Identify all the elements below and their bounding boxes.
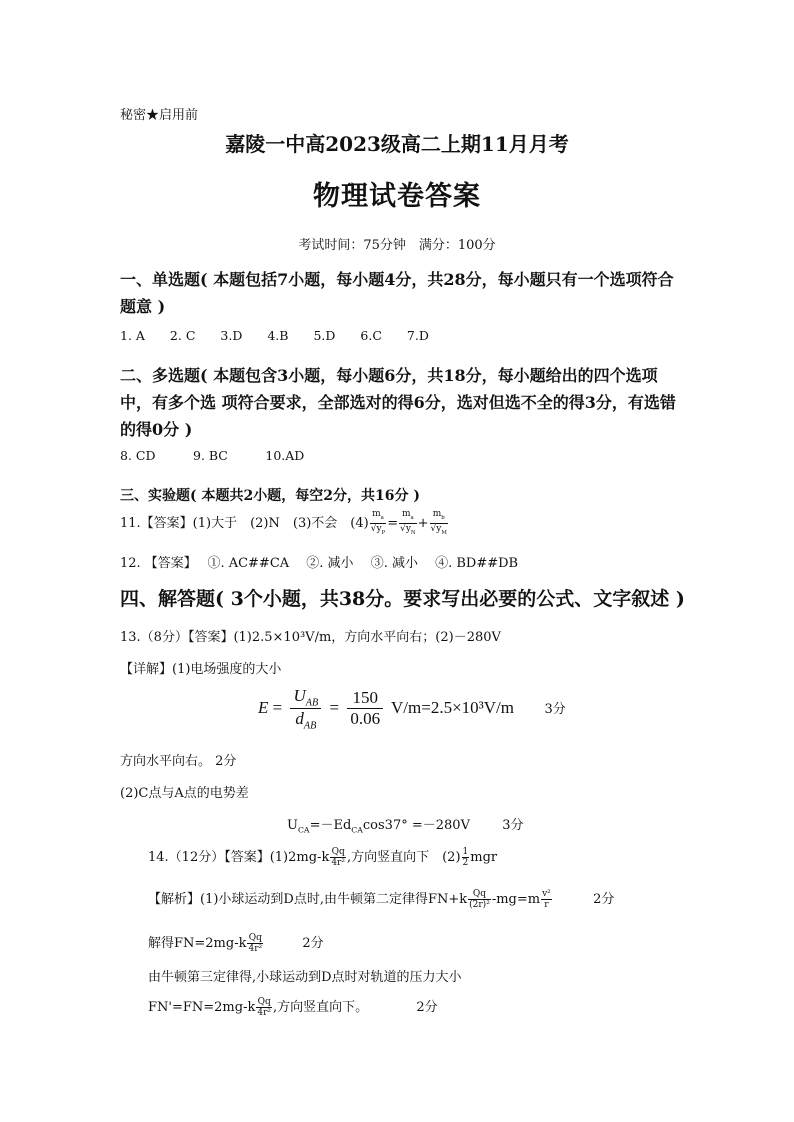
q11-text: 11.【答案】(1)大于 (2)N (3)不会 (4)	[120, 515, 369, 531]
q13-fraction-u-over-d: $U_{AB}$ $d_{AB}$	[290, 686, 321, 732]
q13-field-equation: E = $U_{AB}$ $d_{AB}$ = $\frac{150}{0.06}$ V/m=2.5×10³V/m 3分	[258, 686, 566, 732]
section2-heading: 二、多选题( 本题包含3小题，每小题6分，共18分，每小题给出的四个选项中，有多个选 项符合要求，全部选对的得6分，选对但选不全的得3分，有选错的得0分 )	[120, 366, 676, 439]
q14-third-law: 由牛顿第三定律得,小球运动到D点时对轨道的压力大小	[148, 970, 462, 985]
q12-answer: 12. 【答案】 ①. AC##CA ②. 减小 ③. 减小 ④. BD##DB	[120, 556, 519, 571]
q11-answer: 11.【答案】(1)大于 (2)N (3)不会 (4) $\frac{m_a}{√y_P}$ = $\frac{m_a}{√y_N}$ + $\frac{m_b}{√y_M}$	[120, 509, 447, 536]
section1-answers: 1. A 2. C 3.D 4.B 5.D 6.C 7.D	[120, 328, 429, 343]
exam-info: 考试时间：75分钟 满分：100分	[298, 238, 496, 253]
q14-answer-fraction: $\frac{Qq}{\text{4r²}}$	[331, 847, 345, 868]
q14-analysis: 【解析】(1)小球运动到D点时,由牛顿第二定律得FN+k $\frac{Qq}{\text{(2r)²}}$ -mg=m $\frac{\text{v²}}{r}$ 2分	[148, 889, 615, 910]
q11-fraction-2: $\frac{m_a}{√y_N}$	[400, 509, 416, 536]
q14-analysis-fraction-1: $\frac{Qq}{\text{(2r)²}}$	[469, 889, 490, 910]
q14-final: FN'=FN=2mg-k $\frac{Qq}{\text{4r²}}$ ,方向竖直向下。 2分	[148, 997, 438, 1018]
q11-fraction-1: $\frac{m_a}{√y_P}$	[370, 509, 386, 536]
section2-answers: 8. CD 9. BC 10.AD	[120, 448, 305, 463]
q11-fraction-3: $\frac{m_b}{√y_M}$	[430, 509, 447, 536]
q13-answer: 13.（8分）【答案】(1)2.5×10³V/m，方向水平向右；(2)－280V	[120, 630, 501, 645]
q13-part2-equation: $U_{CA}=-Ed_{CA}\cos 37^\circ =-280V$ 3分	[287, 818, 524, 835]
subject-title: 物理试卷答案	[313, 181, 481, 212]
q14-answer: 14.（12分）【答案】(1)2mg-k $\frac{Qq}{\text{4r²}}$ ,方向竖直向下 (2) $\frac{1}{2}$ mgr	[148, 847, 498, 868]
q14-analysis-fraction-2: $\frac{\text{v²}}{r}$	[542, 889, 551, 910]
q14-solve: 解得FN=2mg-k $\frac{Qq}{\text{4r²}}$ 2分	[148, 933, 324, 954]
q14-solve-fraction: $\frac{Qq}{\text{4r²}}$	[248, 933, 263, 954]
q13-part2-label: (2)C点与A点的电势差	[120, 786, 249, 801]
q14-half-fraction: $\frac{1}{2}$	[462, 847, 469, 868]
section3-heading: 三、实验题( 本题共2小题，每空2分，共16分 )	[120, 488, 420, 504]
section1-heading: 一、单选题( 本题包括7小题，每小题4分，共28分，每小题只有一个选项符合题意 )	[120, 270, 674, 316]
q14-final-fraction: $\frac{Qq}{\text{4r²}}$	[257, 997, 271, 1018]
q13-fraction-values: $\frac{150}{0.06}$	[347, 688, 383, 729]
q13-direction: 方向水平向右。 2分	[120, 754, 237, 769]
q13-detail-label: 【详解】(1)电场强度的大小	[120, 662, 282, 677]
exam-title: 嘉陵一中高2023级高二上期11月月考	[225, 132, 569, 156]
section4-heading: 四、解答题( 3个小题，共38分。要求写出必要的公式、文字叙述 )	[120, 588, 685, 610]
confidential-label: 秘密★启用前	[120, 108, 199, 123]
